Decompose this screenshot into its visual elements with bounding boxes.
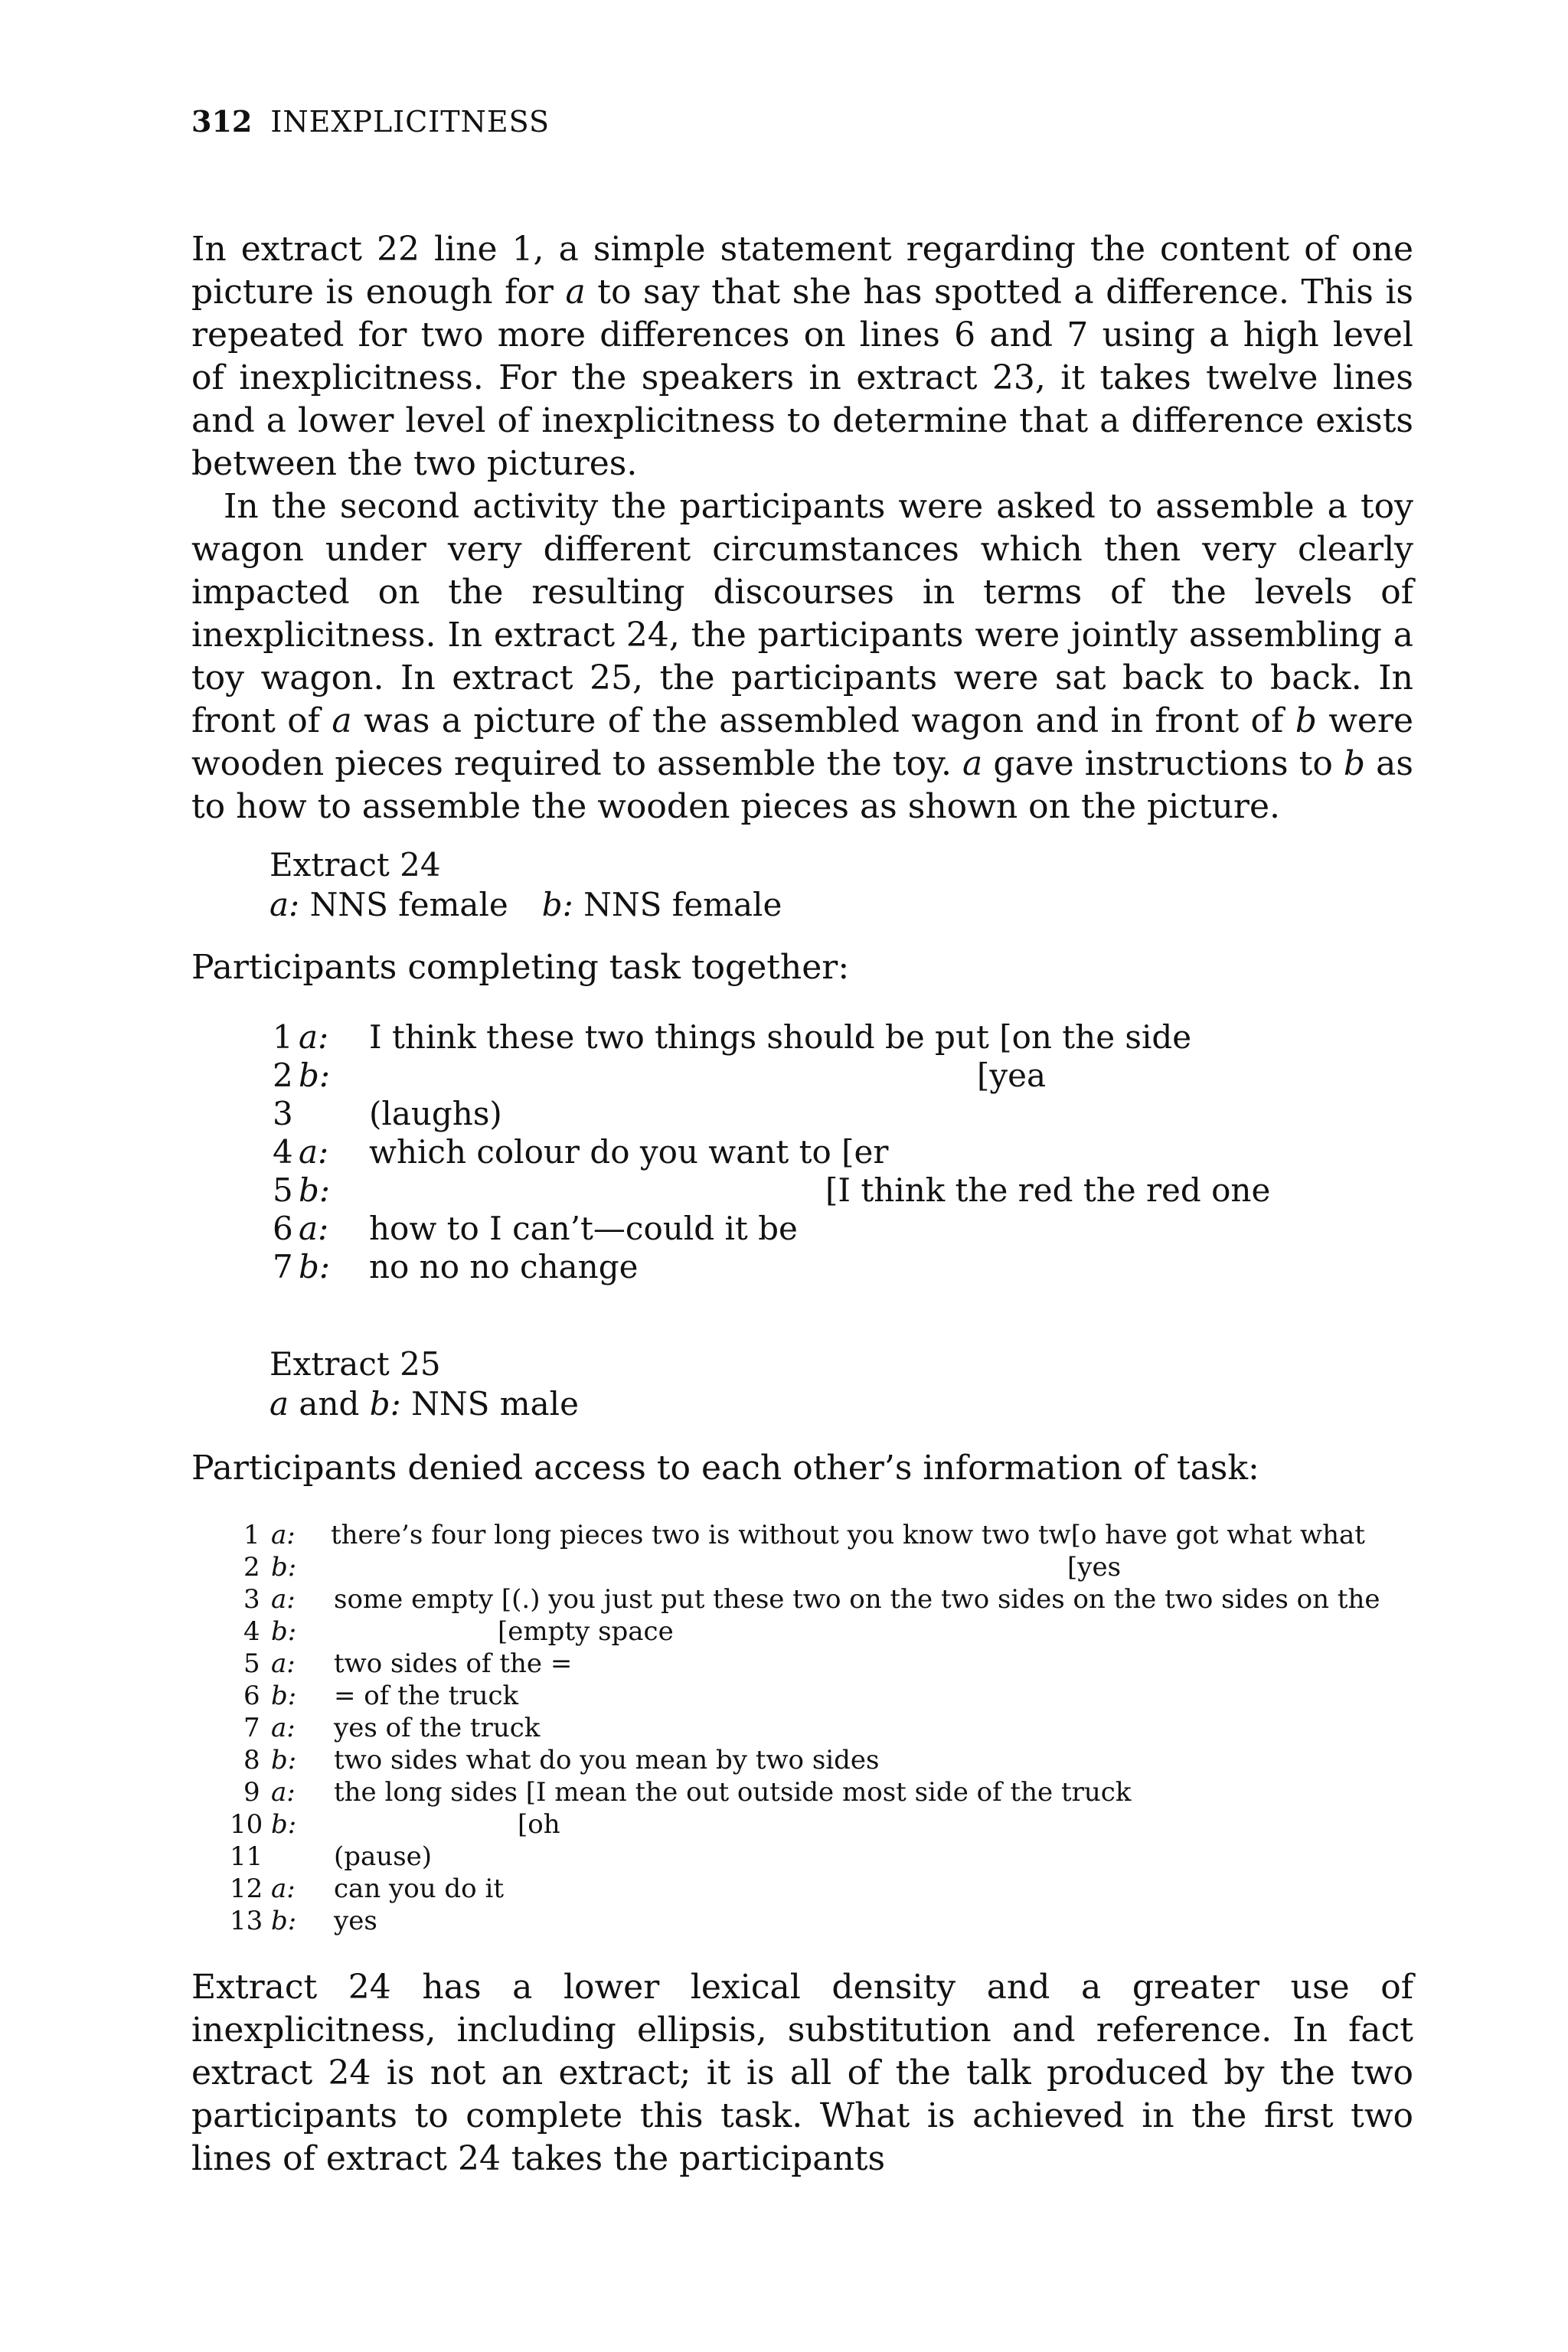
closing-paragraph: Extract 24 has a lower lexical density and a greater use of inexplicitness, including ellipsis, substitution and reference. In fact extract 24 is not an extract; it is all of the talk produced by the two participants to complete this task. What is achieved in the first two lines of extract 24 takes the participants <box>191 1968 1413 2178</box>
extract-24-participants: a: NNS female b: NNS female <box>270 886 782 923</box>
extract-24-title: Extract 24 <box>270 846 441 884</box>
intro-paragraph: In extract 22 line 1, a simple statement regarding the content of one picture is enough for a to say that she has spotted a difference. This is repeated for two more differences on lines 6 and 7 using a high level of inexplicitness. For the speakers in extract 23, it takes twelve lines and a lower level of inexplicitness to determine that a difference exists between the two pictures. <box>191 230 1414 483</box>
extract-25-title: Extract 25 <box>270 1345 441 1383</box>
running-head <box>191 104 550 139</box>
body-text-lower <box>191 1966 1413 2180</box>
chapter-title: INEXPLICITNESS <box>270 105 550 139</box>
second-paragraph: In the second activity the participants were asked to assemble a toy wagon under very different circumstances which then very clearly impacted on the resulting discourses in terms of the levels of inexplicitness. In extract 24, the participants were jointly assembling a toy wagon. In extract 25, the participants were sat back to back. In front of a was a picture of the assembled wagon and in front of b were wooden pieces required to assemble the toy. a gave instructions to b as to how to assemble the wooden pieces as shown on the picture. <box>191 487 1414 826</box>
page-number: 312 <box>191 104 253 139</box>
extract-24-heading <box>270 845 782 925</box>
extract-25-participants: a and b: NNS male <box>270 1385 579 1423</box>
extract-25-heading <box>270 1344 579 1424</box>
extract-24-context: Participants completing task together: <box>191 948 850 987</box>
extract-25-context: Participants denied access to each other’s information of task: <box>191 1449 1259 1488</box>
book-page: 312 INEXPLICITNESS In extract 22 line 1, a simple statement regarding the content of one picture is enough for a to say that she has spotted a difference. This is repeated for two more differences on lines 6 and 7 using a high level of inexplicitness. For the speakers in extract 23, it takes twelve lines and a lower level of inexplicitness to determine that a difference exists between the two pictures. In the second activity the participants were asked to assemble a toy wagon under very different circumstances which then very clearly impacted on the resulting discourses in terms of the levels of inexplicitness. In extract 24, the participants were jointly assembling a toy wagon. In extract 25, the participants were sat back to back. In front of a was a picture of the assembled wagon and in front of b were wooden pieces required to assemble the toy. a gave instructions to b as to how to assemble the wooden pieces as shown on the picture. Extract 24 a: NNS female b: NNS female Participants completing task together: 1 a: I think these two things should be put [on the side 2 b: [yea 3 (laughs) 4 a: which colour do you want to [er 5 b: [I think the red the red one 6 a: how to I can’t—could it be 7 b: no no no change Extract 25 a and b: NNS male Participants denied access to each other’s information of task: 1 a: there’s four long pieces two is without you know two tw[o have got what what 2 b: [yes 3 a: some empty [(.) you just put these two on the two sides on the two sides on the 4 b: [empty space 5 a: two sides of the = 6 b: = of the truck 7 a: yes of the truck 8 b: two sides what do you mean by two sides 9 a: the long sides [I mean the out outside most side of the truck 10 b: [oh 11 (pause) 12 a: can you do it 13 b: yes Extract 24 has a lower lexical density and a greater use of inexplicitness, including ellipsis, substitution and reference. In fact extract 24 is not an extract; it is all of the talk produced by the two participants to complete this task. What is achieved in the first two lines of extract 24 takes the participants <box>0 0 1568 2352</box>
body-text-upper <box>191 228 1413 828</box>
